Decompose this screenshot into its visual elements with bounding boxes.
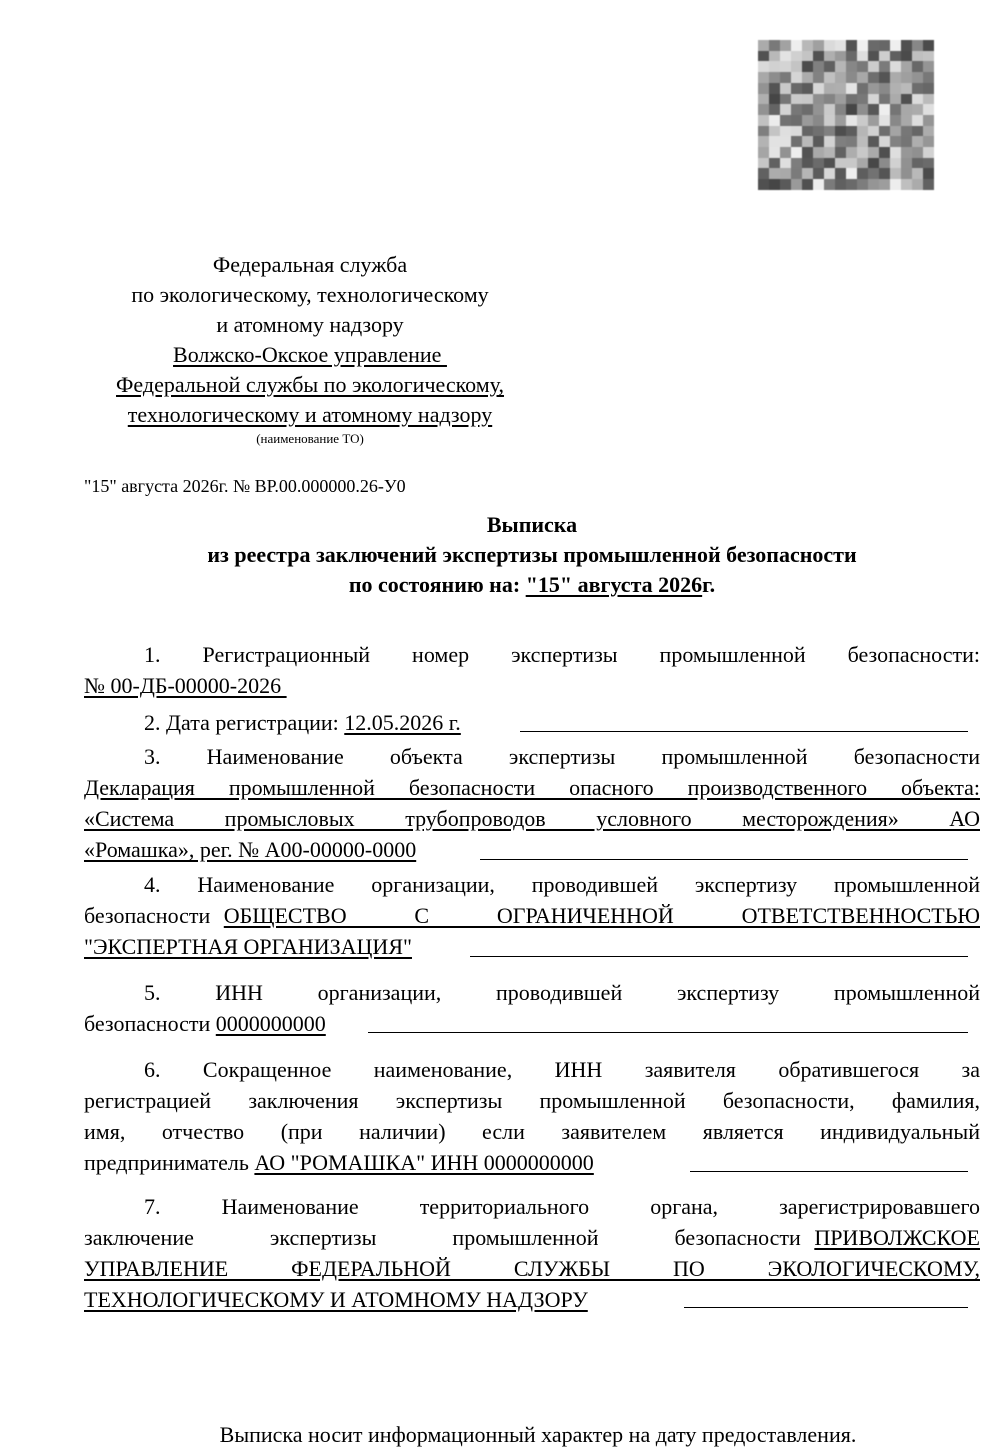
item-1-label: 1. Регистрационный номер экспертизы промышленной безопасности: — [144, 642, 980, 667]
qr-cell — [780, 115, 791, 126]
qr-cell — [835, 83, 846, 94]
qr-cell — [901, 179, 912, 190]
document-date-number: "15" августа 2026г. № ВР.00.000000.26-У0 — [84, 476, 406, 496]
qr-cell — [890, 61, 901, 72]
qr-cell — [890, 72, 901, 83]
item-5-row-2 — [84, 1008, 326, 1039]
item-4-row-2 — [84, 900, 980, 931]
qr-cell — [868, 40, 879, 51]
qr-cell — [769, 136, 780, 147]
qr-cell — [890, 115, 901, 126]
qr-cell — [868, 168, 879, 179]
qr-cell — [846, 126, 857, 137]
qr-cell — [912, 72, 923, 83]
item-7-value-line-3: ТЕХНОЛОГИЧЕСКОМУ И АТОМНОМУ НАДЗОРУ — [84, 1287, 588, 1312]
item-4-fill-line — [470, 956, 968, 957]
item-5-value: 0000000000 — [215, 1011, 326, 1036]
qr-cell — [879, 158, 890, 169]
qr-cell — [802, 40, 813, 51]
qr-cell — [780, 61, 791, 72]
qr-cell — [879, 179, 890, 190]
qr-cell — [912, 136, 923, 147]
qr-cell — [912, 126, 923, 137]
qr-cell — [780, 179, 791, 190]
qr-cell — [780, 104, 791, 115]
qr-cell — [912, 94, 923, 105]
qr-cell — [824, 179, 835, 190]
qr-cell — [813, 179, 824, 190]
qr-cell — [758, 104, 769, 115]
qr-cell — [901, 126, 912, 137]
qr-cell — [846, 40, 857, 51]
qr-cell — [901, 61, 912, 72]
qr-cell — [835, 104, 846, 115]
qr-cell — [780, 40, 791, 51]
qr-cell — [890, 168, 901, 179]
qr-cell — [791, 72, 802, 83]
qr-cell — [758, 94, 769, 105]
qr-cell — [912, 104, 923, 115]
item-1-value: № 00-ДБ-00000-2026 — [84, 673, 287, 698]
qr-cell — [813, 51, 824, 62]
qr-cell — [824, 168, 835, 179]
qr-cell — [802, 72, 813, 83]
qr-cell — [758, 147, 769, 158]
item-7-fill-line — [684, 1307, 968, 1308]
qr-cell — [813, 147, 824, 158]
qr-cell — [857, 61, 868, 72]
item-7-row-2 — [84, 1222, 980, 1253]
qr-cell — [824, 51, 835, 62]
qr-cell — [923, 126, 934, 137]
qr-cell — [879, 51, 890, 62]
qr-cell — [802, 168, 813, 179]
qr-cell — [879, 40, 890, 51]
qr-cell — [901, 104, 912, 115]
qr-cell — [824, 61, 835, 72]
qr-cell — [802, 158, 813, 169]
qr-cell — [846, 147, 857, 158]
qr-cell — [769, 179, 780, 190]
qr-cell — [769, 104, 780, 115]
qr-cell — [824, 147, 835, 158]
qr-cell — [857, 94, 868, 105]
item-6-label-line-4: предприниматель — [84, 1150, 255, 1175]
qr-cell — [879, 147, 890, 158]
qr-cell — [879, 83, 890, 94]
qr-cell — [802, 61, 813, 72]
title-line-2: из реестра заключений экспертизы промышленной безопасности — [207, 542, 857, 567]
qr-cell — [923, 83, 934, 94]
qr-cell — [835, 136, 846, 147]
qr-cell — [868, 179, 879, 190]
qr-cell — [890, 158, 901, 169]
qr-cell — [813, 40, 824, 51]
qr-cell — [802, 51, 813, 62]
item-4-value-line-1: ОБЩЕСТВО С ОГРАНИЧЕННОЙ ОТВЕТСТВЕННОСТЬЮ — [223, 903, 980, 928]
item-3-value-line-3: «Ромашка», рег. № А00-00000-0000 — [84, 837, 417, 862]
qr-cell — [912, 40, 923, 51]
qr-cell — [769, 94, 780, 105]
qr-cell — [758, 126, 769, 137]
footer-note: Выписка носит информационный характер на дату предоставления. — [219, 1422, 857, 1447]
qr-cell — [824, 94, 835, 105]
qr-cell — [769, 158, 780, 169]
qr-cell — [912, 51, 923, 62]
qr-cell — [835, 115, 846, 126]
item-5-label-line-2: безопасности — [84, 1011, 216, 1036]
qr-cell — [912, 168, 923, 179]
qr-cell — [813, 94, 824, 105]
qr-cell — [769, 115, 780, 126]
qr-cell — [835, 158, 846, 169]
qr-cell — [912, 158, 923, 169]
territorial-body-line-1: Волжско-Окское управление — [173, 342, 447, 367]
qr-cell — [791, 168, 802, 179]
qr-cell — [879, 72, 890, 83]
qr-cell — [791, 158, 802, 169]
qr-cell — [923, 72, 934, 83]
qr-cell — [868, 72, 879, 83]
item-4-label-line-2: безопасности — [84, 903, 216, 928]
qr-cell — [802, 104, 813, 115]
qr-cell — [813, 83, 824, 94]
qr-cell — [857, 104, 868, 115]
qr-cell — [857, 72, 868, 83]
item-5-fill-line — [368, 1032, 968, 1033]
qr-cell — [923, 94, 934, 105]
qr-cell — [923, 40, 934, 51]
qr-cell — [835, 168, 846, 179]
qr-cell — [912, 115, 923, 126]
qr-cell — [868, 115, 879, 126]
qr-cell — [791, 147, 802, 158]
qr-cell — [780, 136, 791, 147]
qr-cell — [758, 179, 769, 190]
qr-cell — [901, 94, 912, 105]
item-4-label-line-1: 4. Наименование организации, проводившей экспертизу промышленной — [144, 872, 980, 897]
qr-cell — [835, 126, 846, 137]
qr-cell — [846, 136, 857, 147]
item-6-fill-line — [690, 1171, 968, 1172]
authority-block — [60, 250, 560, 446]
item-3-value-line-2: «Система промысловых трубопроводов условного месторождения» АО — [84, 806, 980, 831]
qr-cell — [791, 83, 802, 94]
qr-code — [758, 40, 934, 190]
qr-cell — [857, 40, 868, 51]
qr-cell — [868, 147, 879, 158]
authority-line-3: и атомному надзору — [216, 312, 404, 337]
qr-cell — [901, 158, 912, 169]
qr-cell — [857, 179, 868, 190]
item-6-row-4 — [84, 1147, 594, 1178]
qr-cell — [802, 94, 813, 105]
qr-cell — [846, 104, 857, 115]
document-title — [84, 510, 980, 600]
qr-cell — [758, 51, 769, 62]
item-3-label: 3. Наименование объекта экспертизы промышленной безопасности — [144, 744, 980, 769]
qr-cell — [890, 83, 901, 94]
item-6-label-line-3: имя, отчество (при наличии) если заявителем является индивидуальный — [84, 1119, 980, 1144]
qr-cell — [890, 40, 901, 51]
qr-cell — [813, 104, 824, 115]
territorial-body-line-3: технологическому и атомному надзору — [127, 402, 493, 427]
qr-cell — [802, 136, 813, 147]
qr-cell — [780, 83, 791, 94]
qr-cell — [912, 147, 923, 158]
qr-cell — [879, 136, 890, 147]
qr-cell — [769, 147, 780, 158]
qr-cell — [890, 104, 901, 115]
title-line-1: Выписка — [486, 512, 578, 537]
qr-cell — [802, 126, 813, 137]
item-7-label-line-1: 7. Наименование территориального органа, зарегистрировавшего — [144, 1194, 980, 1219]
qr-cell — [769, 126, 780, 137]
qr-cell — [769, 83, 780, 94]
qr-cell — [791, 179, 802, 190]
qr-cell — [857, 83, 868, 94]
qr-cell — [769, 40, 780, 51]
qr-cell — [901, 136, 912, 147]
territorial-body-line-2: Федеральной службы по экологическому, — [116, 372, 504, 397]
qr-cell — [890, 179, 901, 190]
qr-cell — [824, 115, 835, 126]
qr-cell — [835, 61, 846, 72]
qr-cell — [791, 51, 802, 62]
qr-cell — [846, 83, 857, 94]
qr-cell — [912, 179, 923, 190]
qr-cell — [758, 83, 769, 94]
qr-cell — [923, 179, 934, 190]
title-as-of-date: "15" августа 2026 — [525, 572, 703, 597]
qr-cell — [868, 126, 879, 137]
qr-cell — [758, 40, 769, 51]
qr-cell — [846, 179, 857, 190]
qr-cell — [824, 158, 835, 169]
qr-cell — [879, 104, 890, 115]
qr-cell — [791, 115, 802, 126]
qr-cell — [780, 147, 791, 158]
qr-cell — [758, 158, 769, 169]
qr-cell — [846, 61, 857, 72]
qr-cell — [802, 115, 813, 126]
qr-cell — [780, 168, 791, 179]
item-4-value-line-2: "ЭКСПЕРТНАЯ ОРГАНИЗАЦИЯ" — [84, 934, 412, 959]
item-7-value-line-1: ПРИВОЛЖСКОЕ — [814, 1225, 980, 1250]
qr-cell — [813, 61, 824, 72]
qr-cell — [758, 136, 769, 147]
qr-cell — [813, 72, 824, 83]
qr-cell — [923, 168, 934, 179]
qr-cell — [813, 158, 824, 169]
title-line-3 — [84, 570, 980, 600]
qr-cell — [923, 104, 934, 115]
qr-cell — [780, 126, 791, 137]
qr-cell — [857, 168, 868, 179]
qr-cell — [879, 94, 890, 105]
qr-cell — [824, 126, 835, 137]
qr-cell — [846, 72, 857, 83]
qr-cell — [868, 104, 879, 115]
qr-cell — [791, 94, 802, 105]
qr-cell — [846, 94, 857, 105]
qr-cell — [802, 147, 813, 158]
qr-cell — [890, 147, 901, 158]
qr-cell — [813, 115, 824, 126]
qr-cell — [857, 136, 868, 147]
qr-cell — [890, 136, 901, 147]
qr-cell — [769, 51, 780, 62]
qr-cell — [868, 94, 879, 105]
title-as-of-label: по состоянию на: — [348, 572, 526, 597]
qr-cell — [868, 51, 879, 62]
qr-cell — [868, 83, 879, 94]
qr-cell — [780, 158, 791, 169]
qr-cell — [758, 115, 769, 126]
qr-cell — [813, 168, 824, 179]
qr-cell — [780, 51, 791, 62]
qr-cell — [901, 115, 912, 126]
qr-cell — [923, 136, 934, 147]
qr-cell — [879, 115, 890, 126]
qr-cell — [901, 83, 912, 94]
qr-cell — [879, 126, 890, 137]
qr-cell — [835, 147, 846, 158]
qr-cell — [813, 136, 824, 147]
qr-cell — [824, 136, 835, 147]
qr-cell — [912, 83, 923, 94]
qr-cell — [769, 72, 780, 83]
qr-cell — [923, 147, 934, 158]
authority-line-1: Федеральная служба — [212, 252, 408, 277]
qr-cell — [791, 136, 802, 147]
qr-cell — [835, 179, 846, 190]
qr-cell — [846, 51, 857, 62]
qr-cell — [890, 94, 901, 105]
item-5-label-line-1: 5. ИНН организации, проводившей экспертизу промышленной — [144, 980, 980, 1005]
qr-cell — [824, 40, 835, 51]
item-7-value-line-2: УПРАВЛЕНИЕ ФЕДЕРАЛЬНОЙ СЛУЖБЫ ПО ЭКОЛОГИЧЕСКОМУ, — [84, 1256, 980, 1281]
item-2-value: 12.05.2026 г. — [344, 710, 461, 735]
title-as-of-suffix: г. — [702, 572, 716, 597]
qr-cell — [857, 115, 868, 126]
qr-cell — [901, 51, 912, 62]
qr-cell — [901, 40, 912, 51]
qr-cell — [769, 61, 780, 72]
item-2-fill-line — [520, 731, 968, 732]
qr-cell — [791, 104, 802, 115]
authority-line-2: по экологическому, технологическому — [131, 282, 489, 307]
qr-cell — [901, 147, 912, 158]
qr-cell — [835, 40, 846, 51]
qr-cell — [835, 72, 846, 83]
qr-cell — [780, 72, 791, 83]
qr-cell — [868, 158, 879, 169]
qr-cell — [780, 94, 791, 105]
qr-cell — [791, 40, 802, 51]
qr-cell — [758, 61, 769, 72]
item-3-value-line-1: Декларация промышленной безопасности опасного производственного объекта: — [84, 775, 980, 800]
qr-cell — [791, 126, 802, 137]
qr-cell — [857, 126, 868, 137]
qr-cell — [923, 61, 934, 72]
qr-cell — [868, 136, 879, 147]
qr-cell — [824, 83, 835, 94]
qr-cell — [802, 179, 813, 190]
qr-cell — [846, 115, 857, 126]
qr-cell — [923, 51, 934, 62]
qr-cell — [758, 72, 769, 83]
qr-cell — [879, 61, 890, 72]
qr-cell — [791, 61, 802, 72]
qr-cell — [813, 126, 824, 137]
item-2-label: 2. Дата регистрации: — [144, 710, 345, 735]
item-6-value: АО "РОМАШКА" ИНН 0000000000 — [254, 1150, 594, 1175]
territorial-body-caption: (наименование ТО) — [256, 431, 364, 446]
qr-cell — [879, 168, 890, 179]
qr-cell — [758, 168, 769, 179]
qr-cell — [901, 72, 912, 83]
qr-cell — [846, 168, 857, 179]
qr-cell — [857, 51, 868, 62]
qr-cell — [912, 61, 923, 72]
qr-cell — [890, 51, 901, 62]
qr-cell — [857, 147, 868, 158]
qr-cell — [769, 168, 780, 179]
item-2-row — [144, 707, 461, 738]
item-3-fill-line — [480, 859, 968, 860]
item-7-label-line-2: заключение экспертизы промышленной безопасности — [84, 1225, 807, 1250]
qr-cell — [901, 168, 912, 179]
qr-cell — [923, 158, 934, 169]
qr-cell — [857, 158, 868, 169]
qr-cell — [802, 83, 813, 94]
item-6-label-line-1: 6. Сокращенное наименование, ИНН заявителя обратившегося за — [144, 1057, 980, 1082]
qr-cell — [824, 104, 835, 115]
qr-cell — [868, 61, 879, 72]
item-6-label-line-2: регистрацией заключения экспертизы промышленной безопасности, фамилия, — [84, 1088, 980, 1113]
qr-cell — [890, 126, 901, 137]
qr-cell — [835, 94, 846, 105]
qr-cell — [824, 72, 835, 83]
qr-cell — [923, 115, 934, 126]
qr-cell — [846, 158, 857, 169]
qr-cell — [835, 51, 846, 62]
